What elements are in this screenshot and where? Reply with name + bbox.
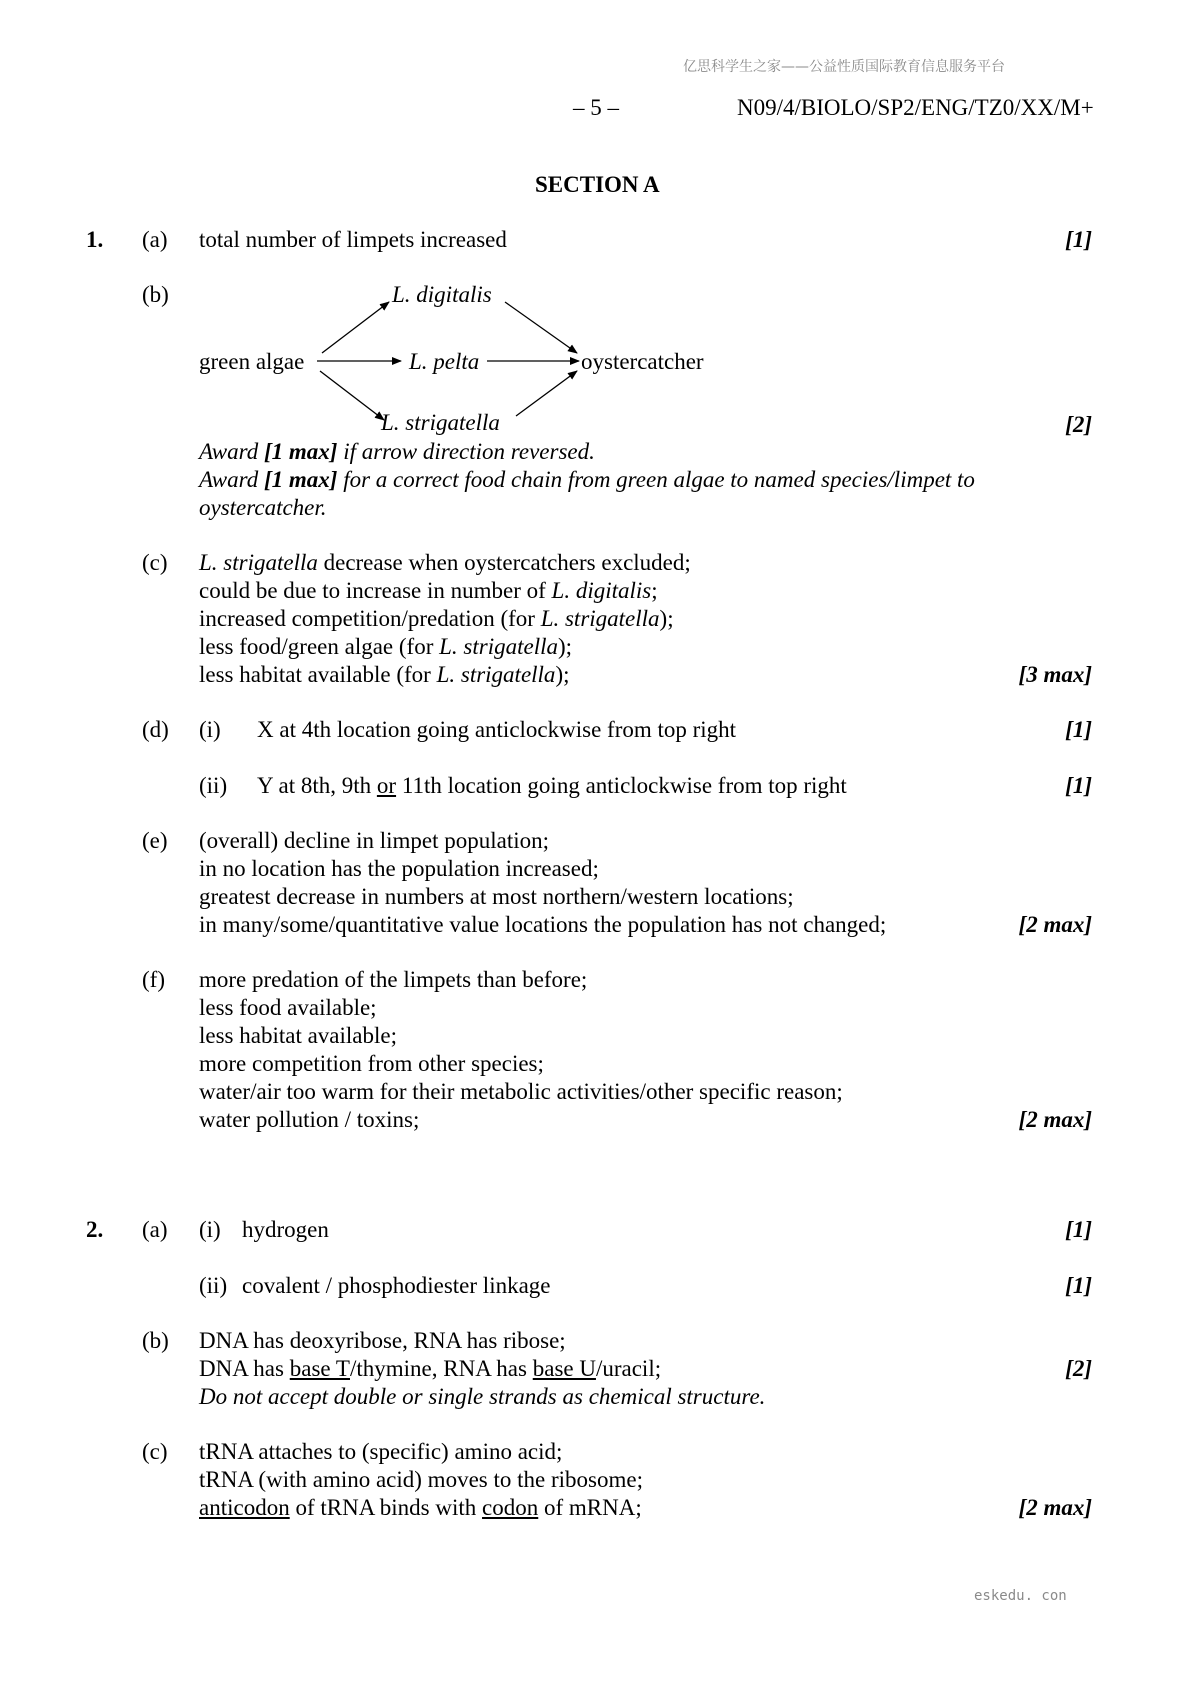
q2a-ii-mark: [1] [1065,1273,1092,1298]
q1f-line-2: less food available; [199,995,377,1020]
node-green-algae: green algae [199,349,305,374]
q1d-ii-mark: [1] [1065,773,1092,798]
footer-watermark: eskedu. con [974,1588,1067,1604]
q2-number: 2. [86,1217,104,1242]
node-l-pelta: L. pelta [409,349,480,374]
q1f-label: (f) [142,967,165,992]
q2c-label: (c) [142,1439,168,1464]
q1f-mark: [2 max] [1018,1107,1092,1132]
q1a-answer: total number of limpets increased [199,227,507,252]
q2c-line-2: tRNA (with amino acid) moves to the ribosome; [199,1467,643,1492]
node-l-digitalis: L. digitalis [392,282,492,307]
node-oystercatcher: oystercatcher [581,349,704,374]
q2c-mark: [2 max] [1018,1495,1092,1520]
q1c-line-1: L. strigatella decrease when oystercatchers excluded; [199,550,691,575]
q1-number: 1. [86,227,104,252]
q2c-line-3: anticodon of tRNA binds with codon of mRNA; [199,1495,642,1520]
arrow-algae-to-strigatella [320,371,384,420]
q1f-line-6: water pollution / toxins; [199,1107,420,1132]
q2b-mark: [2] [1065,1356,1092,1381]
q1c-line-5: less habitat available (for L. strigatella); [199,662,570,687]
q1b-label: (b) [142,282,169,307]
q1f-line-3: less habitat available; [199,1023,397,1048]
q1a-label: (a) [142,227,168,252]
page-number: – 5 – [573,95,619,120]
q1c-mark: [3 max] [1018,662,1092,687]
q1e-mark: [2 max] [1018,912,1092,937]
q1d-i-mark: [1] [1065,717,1092,742]
q1e-line-3: greatest decrease in numbers at most northern/western locations; [199,884,794,909]
q1f-line-1: more predation of the limpets than before; [199,967,588,992]
q1e-line-1: (overall) decline in limpet population; [199,828,550,853]
document-code: N09/4/BIOLO/SP2/ENG/TZ0/XX/M+ [737,95,1094,120]
q2a-label: (a) [142,1217,168,1242]
q1c-label: (c) [142,550,168,575]
q1d-ii-answer: Y at 8th, 9th or 11th location going anticlockwise from top right [257,773,847,798]
q2c-line-1: tRNA attaches to (specific) amino acid; [199,1439,563,1464]
arrow-strigatella-to-oystercatcher [516,371,577,416]
q2b-line-2: DNA has base T/thymine, RNA has base U/uracil; [199,1356,662,1381]
q1d-i-answer: X at 4th location going anticlockwise from top right [257,717,737,742]
q1f-line-5: water/air too warm for their metabolic activities/other specific reason; [199,1079,843,1104]
q1c-line-2: could be due to increase in number of L. digitalis; [199,578,658,603]
q2b-line-1: DNA has deoxyribose, RNA has ribose; [199,1328,566,1353]
arrow-digitalis-to-oystercatcher [505,302,577,353]
node-l-strigatella: L. strigatella [381,410,500,435]
q2a-i-label: (i) [199,1217,221,1242]
q1e-line-2: in no location has the population increased; [199,856,599,881]
q2a-i-answer: hydrogen [242,1217,329,1242]
q1b-mark: [2] [1065,412,1092,437]
q1c-line-4: less food/green algae (for L. strigatella); [199,634,573,659]
q2a-ii-answer: covalent / phosphodiester linkage [242,1273,551,1298]
q1c-line-3: increased competition/predation (for L. strigatella); [199,606,674,631]
food-web-arrows [0,0,1191,450]
q1b-note-1: Award [1 max] if arrow direction reversed. [199,439,595,464]
q1d-i-label: (i) [199,717,221,742]
section-title: SECTION A [535,172,660,197]
q1e-label: (e) [142,828,168,853]
top-watermark: 亿思科学生之家——公益性质国际教育信息服务平台 [683,59,1005,75]
arrow-algae-to-digitalis [322,302,389,353]
q2a-i-mark: [1] [1065,1217,1092,1242]
q2b-label: (b) [142,1328,169,1353]
q2b-note: Do not accept double or single strands as chemical structure. [199,1384,766,1409]
q1b-note-2-cont: oystercatcher. [199,495,327,520]
q2a-ii-label: (ii) [199,1273,228,1298]
q1b-note-2: Award [1 max] for a correct food chain from green algae to named species/limpet to [199,467,975,492]
q1d-ii-label: (ii) [199,773,228,798]
q1a-mark: [1] [1065,227,1092,252]
q1d-label: (d) [142,717,169,742]
q1f-line-4: more competition from other species; [199,1051,544,1076]
q1e-line-4: in many/some/quantitative value locations the population has not changed; [199,912,887,937]
